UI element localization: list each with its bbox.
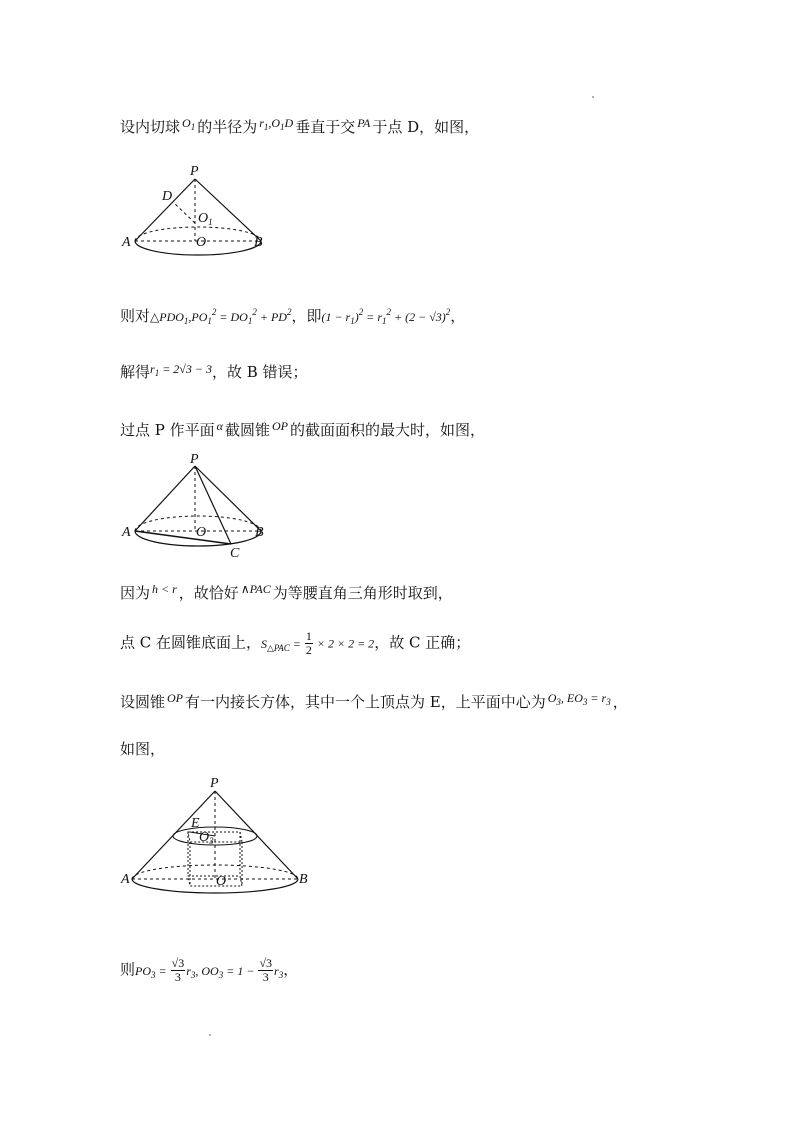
line1-post2: 于点 D，如图， (372, 118, 480, 136)
line5-mid: ，故恰好 (178, 584, 239, 602)
edge-pb (195, 179, 261, 241)
math-pa: PA (357, 116, 371, 130)
segment-o1d (173, 202, 195, 223)
label-d: D (162, 189, 173, 204)
math-fraction-sqrt3-over-3-b: $\frac{√3}{3}$ (259, 956, 273, 984)
scan-dot (209, 1034, 211, 1036)
label-e: E (191, 816, 200, 831)
line7-pre: 设圆锥 (120, 693, 166, 711)
math-pdo1: $\triangle PDO_1,PO_1^2 = DO_1^2 + PD^2$ (150, 307, 292, 326)
line1-mid: 的半径为 (197, 118, 258, 136)
text-line-7 (120, 691, 628, 718)
label-b: B (255, 525, 264, 540)
math-alpha: α (216, 419, 223, 433)
line9-pre: 则 (120, 960, 136, 979)
line3-post: ，故 B 错误； (211, 363, 308, 381)
line2-pre: 则对 (120, 307, 151, 325)
scan-dot (592, 96, 594, 98)
line3-pre: 解得 (120, 363, 151, 381)
line1-post1: 垂直于交 (295, 118, 356, 136)
figure-cone-inscribed-box (118, 772, 318, 902)
text-line-8 (120, 738, 165, 760)
math-r1-o1d: r1,O1D (259, 116, 294, 132)
math-oo3: $r_3$, $OO_3 = 1$ − (186, 963, 258, 980)
text-line-3 (120, 361, 308, 388)
label-a: A (122, 235, 131, 250)
math-op: OP (271, 419, 288, 433)
label-c: C (230, 546, 240, 561)
line5-post: 为等腰直角三角形时取到， (272, 584, 453, 602)
line4-text2: 截圆锥 (224, 421, 270, 439)
label-a: A (122, 525, 131, 540)
label-a: A (121, 872, 130, 887)
math-op: OP (167, 691, 184, 705)
line2-mid: ，即 (291, 307, 322, 325)
line4-text1: 过点 P 作平面 (120, 421, 215, 439)
chord-ac (135, 531, 231, 544)
math-o1: O1 (182, 116, 196, 132)
text-line-5 (120, 582, 453, 605)
math-po3: $PO_3$ = (135, 963, 170, 980)
label-p: P (210, 776, 219, 791)
label-b: B (299, 872, 308, 887)
line7-mid: 有一内接长方体，其中一个上顶点为 E，上平面中心为 (185, 693, 546, 711)
label-o1: $O_1$ (198, 211, 213, 227)
line8-text: 如图， (120, 740, 166, 758)
label-p: P (190, 452, 199, 467)
line1-text: 设内切球 (120, 118, 181, 136)
line5-pre: 因为 (120, 584, 151, 602)
line6-post: ，故 C 正确； (374, 633, 471, 652)
math-triangle-pac: ∧PAC (240, 582, 271, 596)
label-o: O (196, 525, 207, 540)
figure-cone-section (118, 452, 278, 562)
text-line-9: 则$PO_3$ = $\frac{√3}{3}$ $r_3$, $OO_3 = 1$ − $\frac{√3}{3}$ $r_3$， (120, 956, 299, 984)
line9-post: ， (283, 960, 299, 979)
line2-post: ， (450, 307, 466, 325)
line4-text3: 的截面面积的最大时，如图， (289, 421, 485, 439)
edge-pa (135, 466, 195, 531)
label-p: P (190, 164, 199, 179)
label-o: O (216, 874, 227, 889)
label-o: O (196, 235, 207, 250)
label-o3: $O_3$ (199, 830, 214, 846)
edge-pb (195, 466, 261, 531)
math-fraction-half: $\frac{1}{2}$ (305, 629, 312, 657)
math-fraction-sqrt3-over-3: $\frac{√3}{3}$ (171, 956, 185, 984)
label-b: B (254, 235, 263, 250)
text-line-1 (120, 116, 479, 143)
line7-post: ， (612, 693, 628, 711)
math-area: $S_{\triangle PAC}$ = (261, 636, 304, 653)
figure-cone-inscribed-sphere (118, 162, 278, 262)
line6-pre: 点 C 在圆锥底面上， (120, 633, 262, 652)
math-area-rest: × 2 × 2 = 2 (313, 636, 375, 651)
math-r1-value: r1 = 2√3 − 3 (150, 362, 212, 378)
math-equation: $(1 - r_1)^2 = r_1^2 + (2 - √3)^2$ (321, 307, 451, 326)
text-line-4 (120, 419, 485, 442)
text-line-2 (120, 301, 465, 332)
text-line-6 (120, 630, 470, 659)
math-h-lt-r: h < r (152, 582, 177, 596)
math-o3-eo3: O3, EO3 = r3 (547, 691, 611, 707)
